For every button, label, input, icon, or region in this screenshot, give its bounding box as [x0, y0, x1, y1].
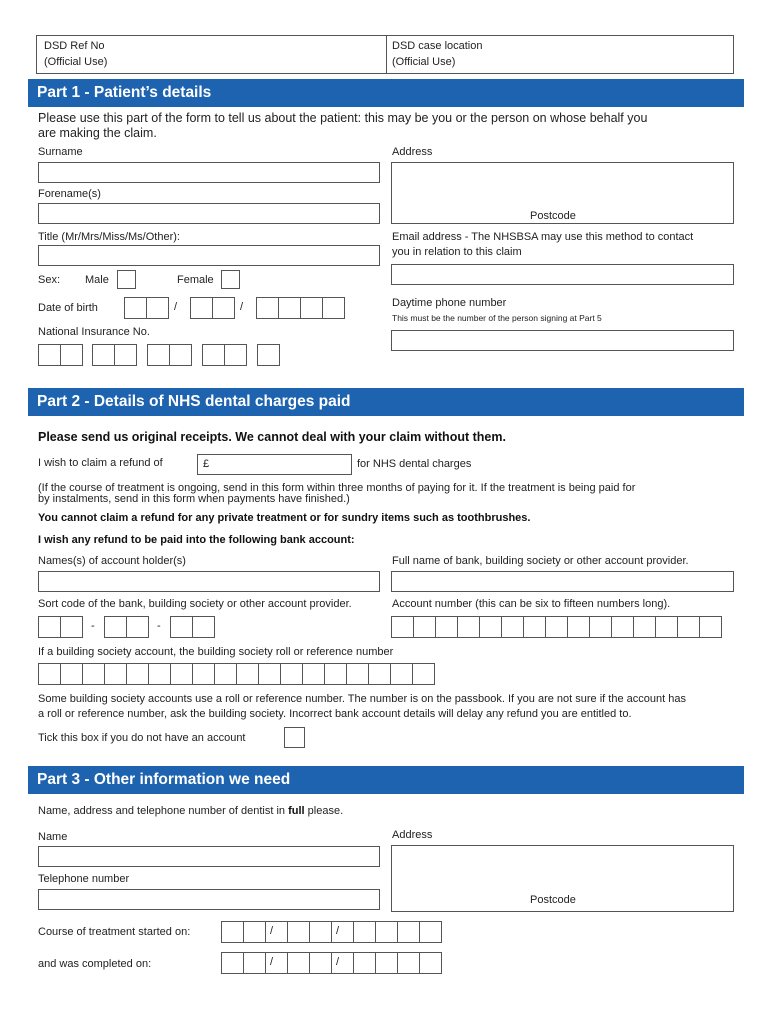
- roll-number-char-cell[interactable]: [60, 663, 83, 685]
- account-number-digit-cell[interactable]: [501, 616, 524, 638]
- treatment-completed-slash: /: [270, 956, 274, 968]
- roll-number-char-cell[interactable]: [302, 663, 325, 685]
- treatment-started-digit-cell[interactable]: [287, 921, 310, 943]
- roll-number-char-cell[interactable]: [214, 663, 237, 685]
- sort-code-digit-cell[interactable]: [38, 616, 61, 638]
- account-number-label: Account number (this can be six to fifteen numbers long).: [392, 598, 671, 610]
- dsd-location-label: DSD case location: [392, 40, 483, 52]
- forenames-label: Forename(s): [38, 188, 101, 200]
- receipts-notice: Please send us original receipts. We cannot deal with your claim without them.: [38, 430, 506, 444]
- dob-digit-cell[interactable]: [256, 297, 279, 319]
- roll-number-char-cell[interactable]: [170, 663, 193, 685]
- ni-label: National Insurance No.: [38, 326, 150, 338]
- email-label-line2: you in relation to this claim: [392, 246, 522, 258]
- roll-number-char-cell[interactable]: [126, 663, 149, 685]
- treatment-completed-digit-cell[interactable]: [287, 952, 310, 974]
- title-label: Title (Mr/Mrs/Miss/Ms/Other):: [38, 231, 180, 243]
- roll-number-char-cell[interactable]: [390, 663, 413, 685]
- part1-header: Part 1 - Patient’s details: [28, 79, 744, 107]
- ni-char-cell[interactable]: [147, 344, 170, 366]
- no-account-checkbox[interactable]: [284, 727, 305, 748]
- treatment-completed-digit-cell[interactable]: [419, 952, 442, 974]
- roll-note-line1: Some building society accounts use a roll or reference number. The number is on the passbook. If you are not sure if the account has: [38, 693, 686, 705]
- phone-input[interactable]: [391, 330, 734, 351]
- account-number-digit-cell[interactable]: [655, 616, 678, 638]
- roll-number-char-cell[interactable]: [236, 663, 259, 685]
- roll-number-char-cell[interactable]: [148, 663, 171, 685]
- part3-intro-pre: Name, address and telephone number of dentist in: [38, 805, 289, 817]
- treatment-started-digit-cell[interactable]: [375, 921, 398, 943]
- male-label: Male: [85, 274, 109, 286]
- roll-number-char-cell[interactable]: [412, 663, 435, 685]
- treatment-started-digit-cell[interactable]: [265, 921, 288, 943]
- account-number-digit-cell[interactable]: [413, 616, 436, 638]
- treatment-started-slash: /: [270, 925, 274, 937]
- roll-number-label: If a building society account, the building society roll or reference number: [38, 646, 394, 658]
- email-input[interactable]: [391, 264, 734, 285]
- part3-header: Part 3 - Other information we need: [28, 766, 744, 794]
- sex-label: Sex:: [38, 274, 61, 286]
- dob-digit-cell[interactable]: [146, 297, 169, 319]
- ni-char-cell[interactable]: [92, 344, 115, 366]
- phone-note: This must be the number of the person signing at Part 5: [392, 313, 602, 323]
- treatment-completed-digit-cell[interactable]: [221, 952, 244, 974]
- treatment-completed-label: and was completed on:: [38, 958, 152, 970]
- bank-name-input[interactable]: [391, 571, 734, 592]
- refund-label: I wish to claim a refund of: [38, 457, 163, 469]
- dob-digit-cell[interactable]: [278, 297, 301, 319]
- surname-input[interactable]: [38, 162, 380, 183]
- private-treatment-notice: You cannot claim a refund for any private treatment or for sundry items such as toothbrushes.: [38, 512, 531, 524]
- roll-number-char-cell[interactable]: [82, 663, 105, 685]
- roll-number-char-cell[interactable]: [192, 663, 215, 685]
- account-number-digit-cell[interactable]: [633, 616, 656, 638]
- dentist-telephone-input[interactable]: [38, 889, 380, 910]
- forenames-input[interactable]: [38, 203, 380, 224]
- roll-number-char-cell[interactable]: [346, 663, 369, 685]
- part3-intro-post: please.: [304, 805, 344, 817]
- dob-digit-cell[interactable]: [322, 297, 345, 319]
- roll-number-char-cell[interactable]: [324, 663, 347, 685]
- ni-char-cell[interactable]: [114, 344, 137, 366]
- bank-intro: I wish any refund to be paid into the following bank account:: [38, 534, 355, 546]
- account-holders-input[interactable]: [38, 571, 380, 592]
- part1-intro-line2: are making the claim.: [38, 126, 157, 140]
- part3-intro: [38, 805, 343, 817]
- account-number-digit-cell[interactable]: [677, 616, 700, 638]
- dob-label: Date of birth: [38, 302, 98, 314]
- ongoing-note-line2: by instalments, send in this form when payments have finished.): [38, 493, 350, 505]
- surname-label: Surname: [38, 146, 83, 158]
- dentist-name-label: Name: [38, 831, 68, 843]
- ni-char-cell[interactable]: [224, 344, 247, 366]
- treatment-completed-digit-cell[interactable]: [265, 952, 288, 974]
- sort-code-digit-cell[interactable]: [192, 616, 215, 638]
- dob-digit-cell[interactable]: [212, 297, 235, 319]
- treatment-started-digit-cell[interactable]: [397, 921, 420, 943]
- treatment-started-slash: /: [336, 925, 340, 937]
- official-use-box: [36, 35, 734, 74]
- roll-note-line2: a roll or reference number, ask the building society. Incorrect bank account details will delay any refund you are entitled to.: [38, 708, 632, 720]
- postcode-label: Postcode: [530, 210, 576, 222]
- refund-amount-input[interactable]: [197, 454, 352, 475]
- sort-code-dash: -: [157, 620, 161, 632]
- account-number-digit-cell[interactable]: [457, 616, 480, 638]
- treatment-completed-slash: /: [336, 956, 340, 968]
- account-number-digit-cell[interactable]: [699, 616, 722, 638]
- no-account-label: Tick this box if you do not have an account: [38, 732, 246, 744]
- account-number-digit-cell[interactable]: [545, 616, 568, 638]
- sort-code-digit-cell[interactable]: [170, 616, 193, 638]
- dentist-address-label: Address: [392, 829, 433, 841]
- treatment-completed-digit-cell[interactable]: [353, 952, 376, 974]
- ni-char-cell[interactable]: [257, 344, 280, 366]
- dob-slash: /: [240, 301, 244, 313]
- phone-label: Daytime phone number: [392, 297, 507, 309]
- ni-char-cell[interactable]: [60, 344, 83, 366]
- roll-number-char-cell[interactable]: [38, 663, 61, 685]
- address-label: Address: [392, 146, 433, 158]
- ni-char-cell[interactable]: [169, 344, 192, 366]
- ni-char-cell[interactable]: [38, 344, 61, 366]
- account-number-digit-cell[interactable]: [523, 616, 546, 638]
- dentist-name-input[interactable]: [38, 846, 380, 867]
- roll-number-char-cell[interactable]: [258, 663, 281, 685]
- dentist-telephone-label: Telephone number: [38, 873, 130, 885]
- title-input[interactable]: [38, 245, 380, 266]
- female-label: Female: [177, 274, 214, 286]
- treatment-completed-digit-cell[interactable]: [243, 952, 266, 974]
- treatment-completed-digit-cell[interactable]: [331, 952, 354, 974]
- sort-code-label: Sort code of the bank, building society or other account provider.: [38, 598, 352, 610]
- roll-number-char-cell[interactable]: [104, 663, 127, 685]
- dob-slash: /: [174, 301, 178, 313]
- dsd-location-official: (Official Use): [392, 56, 456, 68]
- treatment-completed-digit-cell[interactable]: [309, 952, 332, 974]
- account-number-digit-cell[interactable]: [611, 616, 634, 638]
- account-number-digit-cell[interactable]: [435, 616, 458, 638]
- treatment-completed-digit-cell[interactable]: [375, 952, 398, 974]
- part2-header: Part 2 - Details of NHS dental charges paid: [28, 388, 744, 416]
- treatment-started-digit-cell[interactable]: [419, 921, 442, 943]
- treatment-started-digit-cell[interactable]: [309, 921, 332, 943]
- bank-name-label: Full name of bank, building society or other account provider.: [392, 555, 689, 567]
- part3-intro-bold: full: [288, 805, 305, 817]
- treatment-started-digit-cell[interactable]: [353, 921, 376, 943]
- female-checkbox[interactable]: [221, 270, 240, 289]
- refund-suffix: for NHS dental charges: [357, 458, 472, 470]
- dob-digit-cell[interactable]: [124, 297, 147, 319]
- male-checkbox[interactable]: [117, 270, 136, 289]
- treatment-completed-digit-cell[interactable]: [397, 952, 420, 974]
- email-label-line1: Email address - The NHSBSA may use this method to contact: [392, 231, 694, 243]
- account-number-digit-cell[interactable]: [589, 616, 612, 638]
- dob-digit-cell[interactable]: [190, 297, 213, 319]
- sort-code-dash: -: [91, 620, 95, 632]
- treatment-started-digit-cell[interactable]: [331, 921, 354, 943]
- sort-code-digit-cell[interactable]: [126, 616, 149, 638]
- dob-digit-cell[interactable]: [300, 297, 323, 319]
- dsd-ref-label: DSD Ref No: [44, 40, 105, 52]
- ni-char-cell[interactable]: [202, 344, 225, 366]
- dsd-ref-official: (Official Use): [44, 56, 108, 68]
- roll-number-char-cell[interactable]: [280, 663, 303, 685]
- account-number-digit-cell[interactable]: [479, 616, 502, 638]
- account-holders-label: Names(s) of account holder(s): [38, 555, 186, 567]
- treatment-started-label: Course of treatment started on:: [38, 926, 191, 938]
- roll-number-char-cell[interactable]: [368, 663, 391, 685]
- treatment-started-digit-cell[interactable]: [243, 921, 266, 943]
- treatment-started-digit-cell[interactable]: [221, 921, 244, 943]
- sort-code-digit-cell[interactable]: [104, 616, 127, 638]
- dentist-postcode-label: Postcode: [530, 894, 576, 906]
- account-number-digit-cell[interactable]: [391, 616, 414, 638]
- account-number-digit-cell[interactable]: [567, 616, 590, 638]
- official-use-divider: [386, 35, 387, 74]
- currency-symbol: £: [203, 458, 210, 470]
- sort-code-digit-cell[interactable]: [60, 616, 83, 638]
- ongoing-note-line1: (If the course of treatment is ongoing, send in this form within three months of paying for it. If the treatment is being paid for: [38, 482, 636, 494]
- part1-intro-line1: Please use this part of the form to tell us about the patient: this may be you or the person on whose behalf you: [38, 111, 648, 125]
